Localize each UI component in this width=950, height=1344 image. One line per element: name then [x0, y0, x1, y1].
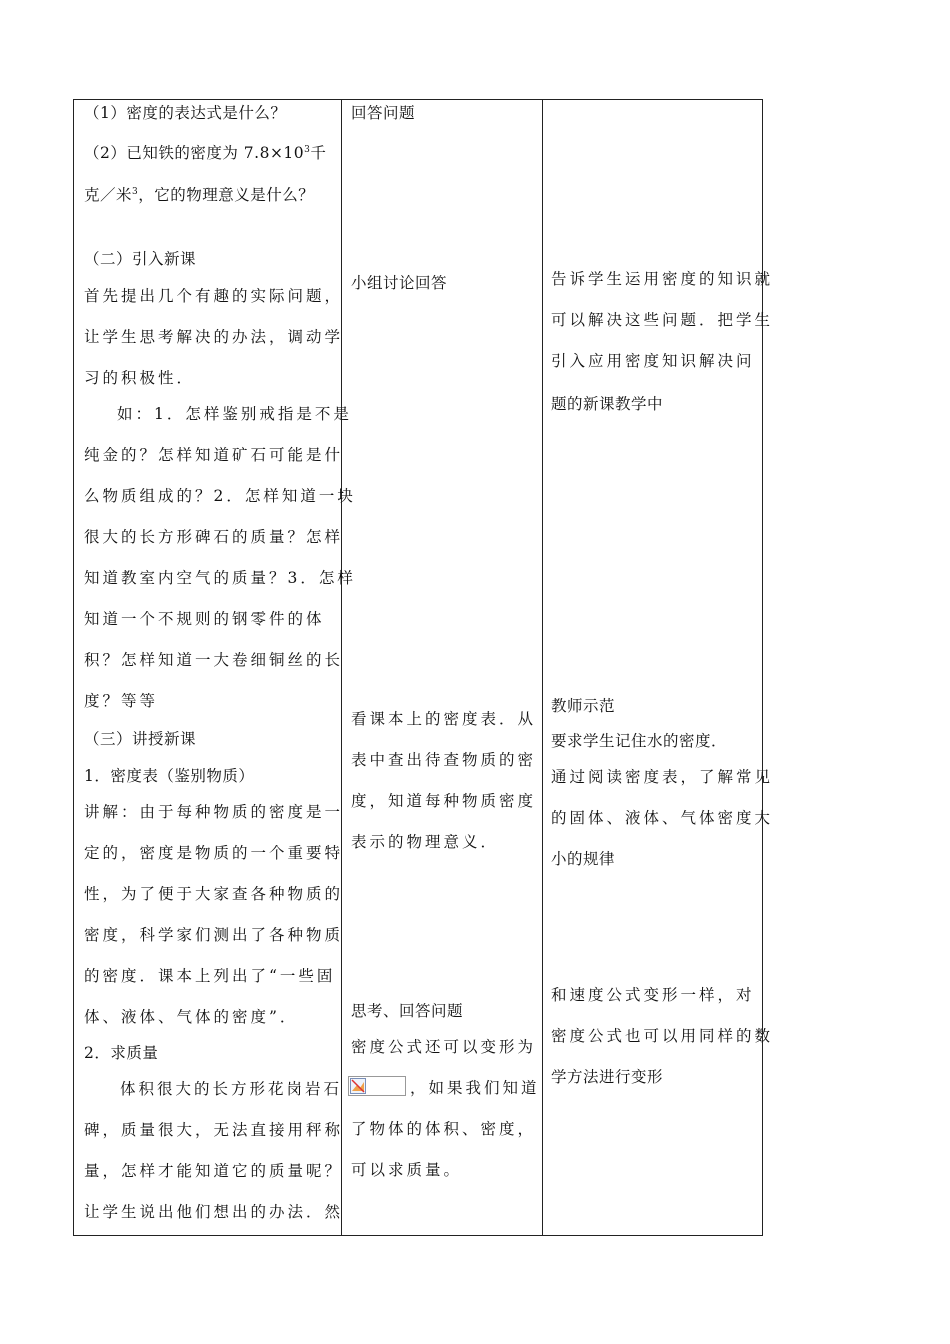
item-heading: 1．密度表（鉴别物质） — [84, 767, 255, 785]
text-line: 的固体、液体、气体密度大 — [551, 809, 774, 827]
text-line: 定的，密度是物质的一个重要特 — [84, 844, 344, 862]
text-line: 纯金的？怎样知道矿石可能是什 — [84, 446, 344, 464]
text-line: ，如果我们知道 — [410, 1079, 540, 1097]
text-line: 了物体的体积、密度， — [351, 1120, 537, 1138]
text-line: 题的新课教学中 — [551, 395, 664, 413]
text-line: 小组讨论回答 — [351, 274, 448, 292]
text-line: 如：1．怎样鉴别戒指是不是 — [117, 405, 352, 423]
text-line: 小的规律 — [551, 850, 616, 868]
text-line: 性，为了便于大家查各种物质的 — [84, 885, 344, 903]
text-line: 回答问题 — [351, 104, 416, 122]
text-line: 首先提出几个有趣的实际问题， — [84, 287, 344, 305]
review-question-2-cont: 克／米$^3$，它的物理意义是什么？ — [84, 186, 315, 204]
text-line: 讲解：由于每种物质的密度是一 — [84, 803, 344, 821]
section-title: （二）引入新课 — [84, 250, 197, 268]
text-line: 密度公式也可以用同样的数 — [551, 1027, 774, 1045]
text-line: 可以求质量。 — [351, 1161, 463, 1179]
text-line: 量，怎样才能知道它的质量呢？ — [84, 1162, 344, 1180]
text-line: 让学生说出他们想出的办法．然 — [84, 1203, 344, 1221]
text-line: 表示的物理意义． — [351, 833, 500, 851]
review-question-1: （1）密度的表达式是什么？ — [84, 104, 287, 122]
text-line: 学方法进行变形 — [551, 1068, 664, 1086]
column-divider — [542, 100, 543, 1235]
text-line: 知道教室内空气的质量？3．怎样 — [84, 569, 356, 587]
broken-image-icon — [350, 1078, 366, 1094]
text-line: 习的积极性． — [84, 369, 196, 387]
text-line: 么物质组成的？2．怎样知道一块 — [84, 487, 356, 505]
text-line: 度，知道每种物质密度 — [351, 792, 537, 810]
text-line: 可以解决这些问题．把学生 — [551, 311, 774, 329]
text-line: 教师示范 — [551, 697, 616, 715]
text-line: 要求学生记住水的密度． — [551, 732, 728, 750]
text-line: 知道一个不规则的钢零件的体 — [84, 610, 325, 628]
text-line: 表中查出待查物质的密 — [351, 751, 537, 769]
text-line: 和速度公式变形一样，对 — [551, 986, 755, 1004]
text-line: 碑，质量很大，无法直接用秤称 — [84, 1121, 344, 1139]
text-line: 体、液体、气体的密度”． — [84, 1008, 299, 1026]
text-line: 看课本上的密度表．从 — [351, 710, 537, 728]
section-title: （三）讲授新课 — [84, 730, 197, 748]
text-line: 体积很大的长方形花岗岩石 — [120, 1080, 343, 1098]
text-line: 的密度．课本上列出了“一些固 — [84, 967, 336, 985]
text-line: 告诉学生运用密度的知识就 — [551, 270, 774, 288]
text-line: 思考、回答问题 — [351, 1002, 464, 1020]
item-heading: 2．求质量 — [84, 1044, 159, 1062]
text-line: 积？怎样知道一大卷细铜丝的长 — [84, 651, 344, 669]
text-line: 通过阅读密度表，了解常见 — [551, 768, 774, 786]
text-line: 密度公式还可以变形为 — [351, 1038, 537, 1056]
formula-image — [348, 1076, 406, 1096]
text-line: 引入应用密度知识解决问 — [551, 352, 755, 370]
text-line: 让学生思考解决的办法，调动学 — [84, 328, 344, 346]
text-line: 密度，科学家们测出了各种物质 — [84, 926, 344, 944]
text-line: 很大的长方形碑石的质量？怎样 — [84, 528, 344, 546]
text-line: 度？等等 — [84, 692, 159, 710]
review-question-2: （2）已知铁的密度为 $7.8\times 10^3$千 — [84, 144, 327, 162]
